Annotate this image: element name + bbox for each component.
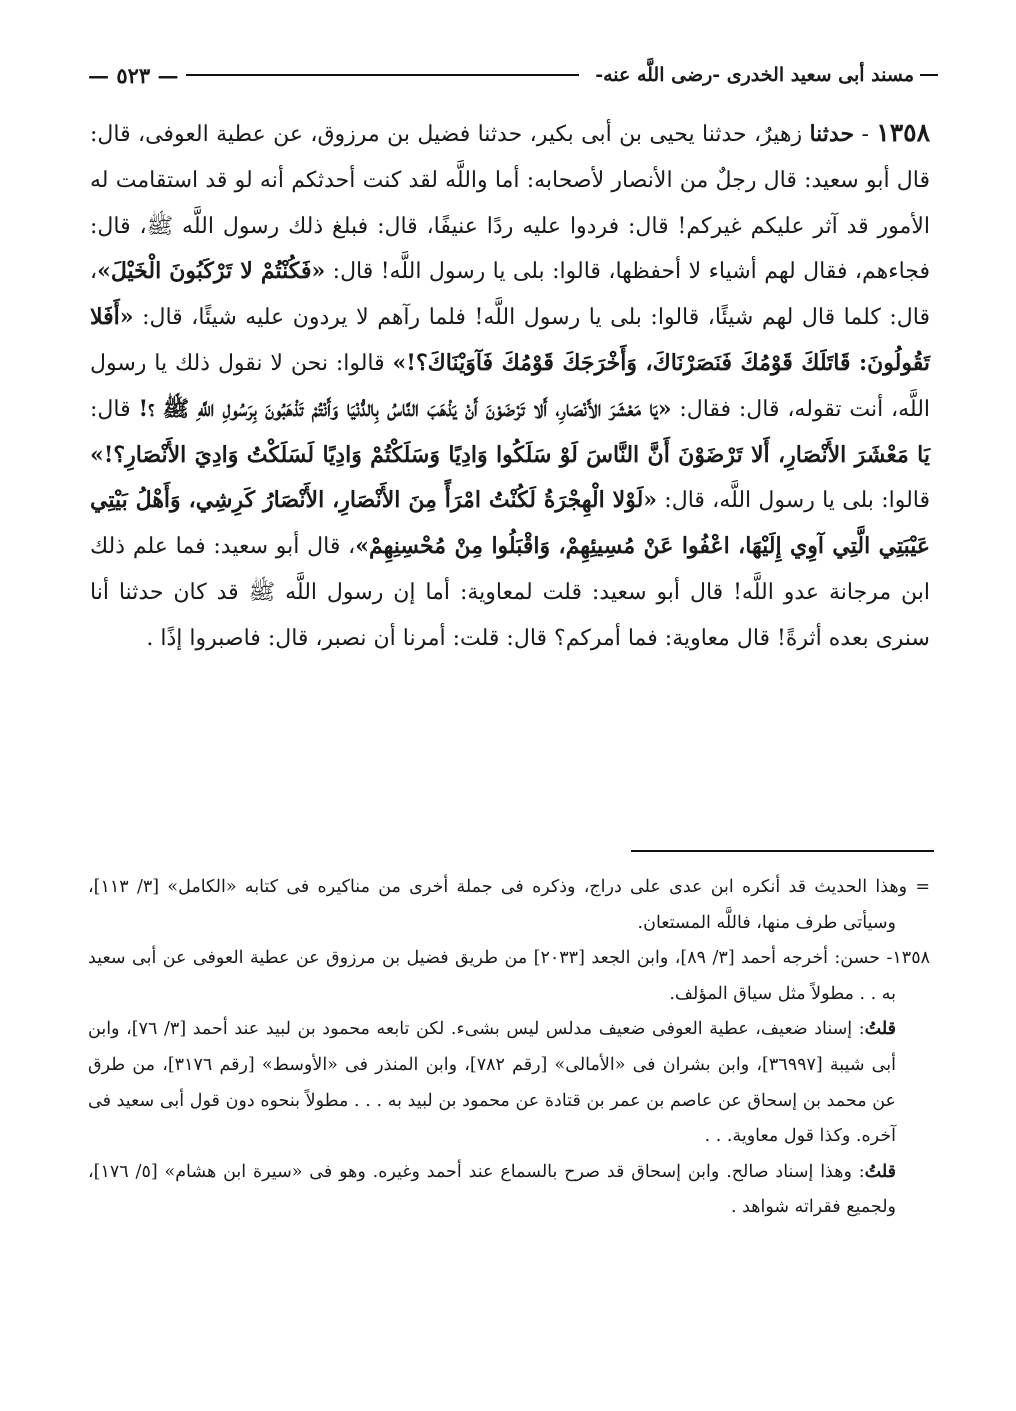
hadith-segment: ، قال: كلما قال لهم شيئًا، قالوا: بلى يا رسول اللَّه! فلما رآهم لا يردون عليه شيئًا، قال: <box>90 259 930 331</box>
footnote-1358: ١٣٥٨- حسن: أخرجه أحمد [٣/ ٨٩]، وابن الجعد [٢٠٣٣] من طريق فضيل بن مرزوق عن عطية العوفى عن أبى سعيد به . . مطولاً مثل سياق المؤلف. <box>88 948 931 1004</box>
chain-lead: حدثنا <box>809 121 855 147</box>
page-number: — ٥٢٣ — <box>88 62 179 88</box>
header-dash <box>920 74 938 76</box>
hadith-number: ١٣٥٨ <box>876 118 931 147</box>
hadith-segment: ، قال أبو سعيد: فما علم ذلك ابن مرجانة عدو اللَّه! قال أبو سعيد: قلت لمعاوية: أما إن رسول اللَّه ﷺ قد كان حدثنا أنا سنرى بعده أثرةً! قال معاوية: فما أمركم؟ قال: قلت: أمرنا أن نصبر، قال: فاصبروا إذًا . <box>90 534 930 651</box>
remark-text: : وهذا إسناد صالح. وابن إسحاق قد صرح بالسماع عند أحمد وغيره. وهو فى «سيرة ابن هشام» [٥/ ١٧٦]، ولجميع فقراته شواهد . <box>88 1161 896 1218</box>
footnotes <box>88 870 930 1226</box>
prophetic-quote: «فَكُنْتُمْ لا تَرْكَبُونَ الْخَيْلَ» <box>97 258 326 285</box>
hadith-segment: قال: <box>90 396 139 422</box>
hadith-segment: زهيرٌ، حدثنا يحيى بن أبى بكير، حدثنا فضيل بن مرزوق، عن عطية العوفى، قال: قال أبو سعيد: قال رجلٌ من الأنصار لأصحابه: أما واللَّه لقد كنت أحدثكم أنه لو قد استقامت له الأمور قد آثر عليكم غيركم! قال: فردوا عليه ردًا عنيفًا، قال: فبلغ ذلك رسول اللَّه ﷺ، قال: فجاءهم، فقال لهم أشياء لا أحفظها، قالوا: بلى يا رسول اللَّه! قال: <box>90 122 930 285</box>
footnote-divider <box>631 850 934 852</box>
hadith-paragraph <box>90 110 930 662</box>
footnote-remark <box>88 1155 930 1226</box>
prophetic-quote: يَا مَعْشَرَ الأَنْصَارِ، أَلا تَرْضَوْنَ أَنَّ النَّاسَ لَوْ سَلَكُوا وَادِيًا وَسَلَكْتُمْ وَادِيًا لَسَلَكْتُ وَادِيَ الأَنْصَارِ؟!» <box>90 441 930 468</box>
footnote-remark <box>88 1012 930 1154</box>
hadith-text <box>90 110 930 662</box>
footnote-continued: = وهذا الحديث قد أنكره ابن عدى على دراج، وذكره فى جملة أخرى من مناكيره فى كتابه «الكامل» [٣/ ١١٣]، وسيأتى طرف منها، فاللَّه المستعان. <box>88 877 930 933</box>
hadith-segment: قالوا: بلى يا رسول اللَّه، قال: <box>657 488 931 514</box>
prophetic-quote: «أَفَلا تَقُولُونَ: قَاتَلَكَ قَوْمُكَ فَنَصَرْنَاكَ، وَأَخْرَجَكَ قَوْمُكَ فَآوَيْنَاكَ؟!» <box>90 304 930 376</box>
remark-text: : إسناد ضعيف، عطية العوفى ضعيف مدلس ليس بشىء. لكن تابعه محمود بن لبيد عند أحمد [٣/ ٧٦]، وابن أبى شيبة [٣٦٩٩٧]، وابن بشران فى «الأمالى» [رقم ٧٨٢]، وابن المنذر فى «الأوسط» [رقم ٣١٧٦]، من طرق عن محمد بن إسحاق عن عاصم بن عمر بن قتادة عن محمود بن لبيد به . . . مطولاً بنحوه دون قول أبى سعيد فى آخره. وكذا قول معاوية. . . <box>88 1019 896 1147</box>
remark-lead: قلتُ <box>864 1019 897 1040</box>
hadith-segment: قالوا: نحن لا نقول ذلك يا رسول اللَّه، أنت تقوله، قال: فقال: <box>90 350 931 422</box>
remark-lead: قلتُ <box>864 1161 896 1182</box>
hadith-separator: - <box>854 122 877 147</box>
header-rule <box>186 74 579 76</box>
prophetic-quote: «لَوْلا الْهِجْرَةُ لَكُنْتُ امْرَأً مِنَ الأَنْصَارِ، الأَنْصَارُ كَرِشِي، وَأَهْلُ بَيْتِي عَيْبَتِي الَّتِي آوِي إِلَيْهَا، اعْفُوا عَنْ مُسِيئِهِمْ، وَاقْبَلُوا مِنْ مُحْسِنِهِمْ» <box>90 487 931 560</box>
running-header <box>88 58 938 92</box>
prophetic-quote: «يَا مَعْشَرَ الأَنْصَارِ، أَلا تَرْضَوْنَ أَنْ يَذْهَبَ النَّاسُ بِالدُّنْيَا وَأَنْتُمْ تَذْهَبُونَ بِرَسُولِ اللَّهِ ﷺ ؟! <box>138 395 672 422</box>
running-title: مسند أبى سعيد الخدرى -رضى اللَّه عنه- <box>595 64 914 86</box>
